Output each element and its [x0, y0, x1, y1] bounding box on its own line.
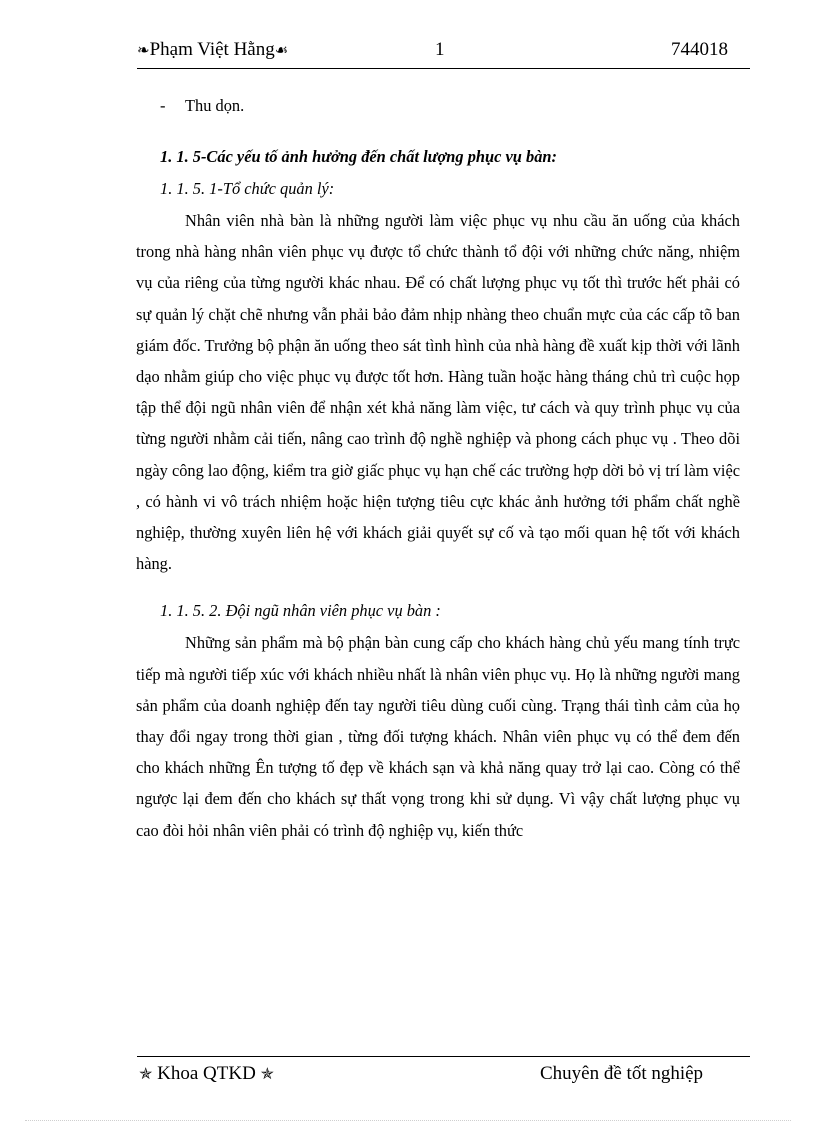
page-number: 1	[435, 39, 445, 60]
department-name: Khoa QTKD	[157, 1063, 256, 1084]
page-header	[137, 38, 750, 69]
page-footer	[137, 1056, 750, 1089]
page-body	[136, 90, 740, 846]
fleuron-left-icon: ❧	[137, 43, 150, 59]
page-edge-divider	[25, 1120, 791, 1121]
bullet-dash: -	[160, 96, 166, 115]
bullet-text: Thu dọn.	[185, 96, 245, 115]
paragraph-management: Nhân viên nhà bàn là những người làm việc phục vụ nhu cầu ăn uống của khách trong nhà hàng nhân viên phục vụ được tổ chức thành tổ đội với những chức năng, nhiệm vụ của riêng của từng người khác nhau. Để có chất lượng phục vụ tốt thì trước hết phải có sự quản lý chặt chẽ nhưng vẫn phải bảo đảm nhịp nhàng theo chuẩn mực của các cấp tõ ban giám đốc. Trưởng bộ phận ăn uống theo sát tình hình của nhà hàng đề xuất kịp thời với lãnh dạo nhằm giúp cho việc phục vụ được tốt hơn. Hàng tuần hoặc hàng tháng chủ trì cuộc họp tập thể đội ngũ nhân viên để nhận xét khả năng làm việc, tư cách và quy trình phục vụ của từng người nhằm cải tiến, nâng cao trình độ nghề nghiệp và phong cách phục vụ . Theo dõi ngày công lao động, kiểm tra giờ giấc phục vụ hạn chế các trường hợp dời bỏ vị trí làm việc , có hành vi vô trách nhiệm hoặc hiện tượng tiêu cực khác ảnh hưởng tới phẩm chất nghề nghiệp, thường xuyên liên hệ với khách giải quyết sự cố và tạo mối quan hệ tốt với khách hàng.	[136, 211, 740, 574]
bullet-item	[136, 90, 740, 122]
footer-doc-type: Chuyên đề tốt nghiệp	[540, 1063, 704, 1084]
star-right-icon: ✯	[260, 1066, 274, 1083]
subsection-heading-1: 1. 1. 5. 1-Tổ chức quản lý:	[160, 179, 335, 198]
fleuron-right-icon: ☙	[274, 43, 289, 59]
section-heading: 1. 1. 5-Các yếu tố ảnh hưởng đến chất lượng phục vụ bàn:	[160, 147, 557, 166]
header-author	[137, 39, 288, 61]
star-left-icon: ✯	[139, 1066, 153, 1083]
subsection-heading-2: 1. 1. 5. 2. Đội ngũ nhân viên phục vụ bàn :	[160, 601, 441, 621]
paragraph-staff: Những sản phẩm mà bộ phận bàn cung cấp cho khách hàng chủ yếu mang tính trực tiếp mà người tiếp xúc với khách nhiều nhất là nhân viên phục vụ. Họ là những người mang sản phẩm của doanh nghiệp đến tay người tiêu dùng cuối cùng. Trạng thái tình cảm của họ thay đổi ngay trong thời gian , từng đối tượng khách. Nhân viên phục vụ có thể đem đến cho khách những Ên tượng tố đẹp về khách sạn và khả năng quay trở lại cao. Còng có thể ngược lại đem đến cho khách sự thất vọng trong khi sử dụng. Vì vậy chất lượng phục vụ cao đòi hỏi nhân viên phải có trình độ nghiệp vụ, kiến thức	[136, 633, 740, 840]
author-name: Phạm Việt Hằng	[149, 39, 275, 60]
document-id: 744018	[671, 39, 728, 60]
footer-department	[139, 1063, 274, 1085]
